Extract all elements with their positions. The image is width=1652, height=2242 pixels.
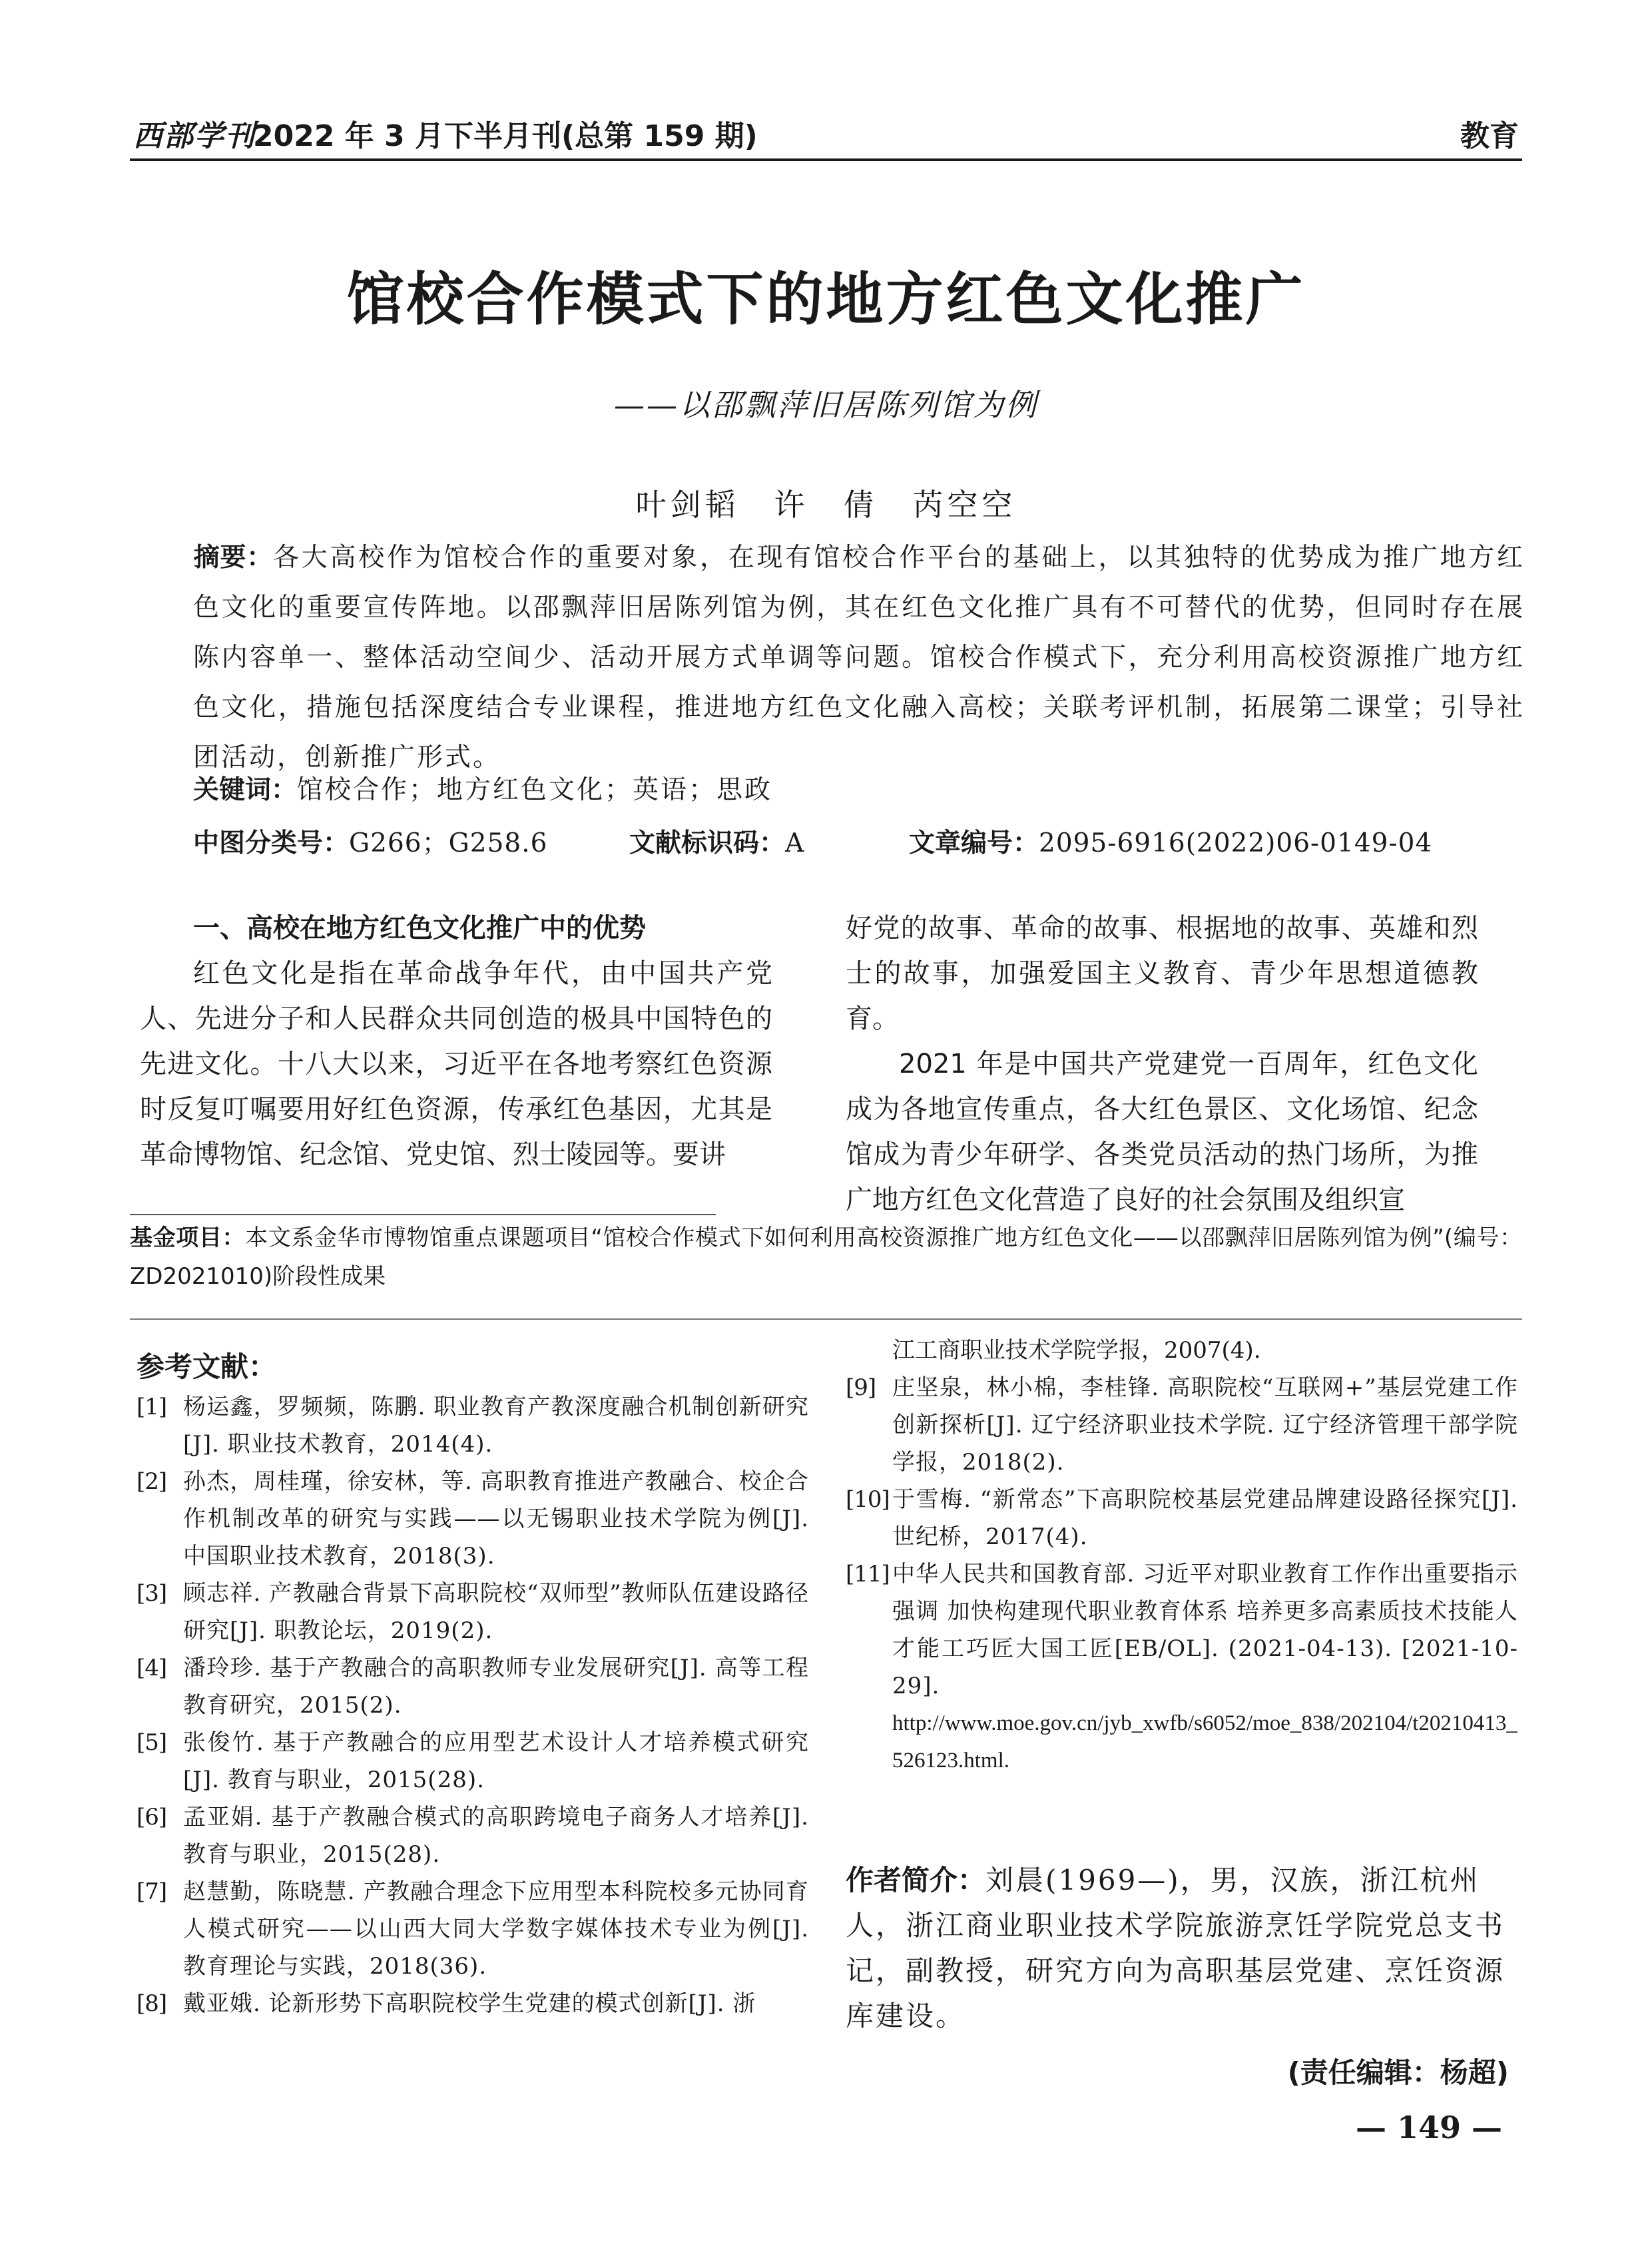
keywords-label: 关键词： [193,775,298,805]
author-names: 叶剑韬 许 倩 芮空空 [635,487,1017,523]
references-right-column [846,1332,1518,1779]
abstract-label: 摘要： [193,543,273,573]
clc-value: G266；G258.6 [349,828,548,858]
responsible-editor: (责任编辑：杨超) [1287,2056,1509,2089]
page-number: — 149 — [1355,2109,1502,2145]
body-left-column [140,906,772,1177]
article-subtitle: ——以邵飘萍旧居陈列馆为例 [614,387,1038,423]
divider-rule [130,1318,1522,1320]
body-paragraph: 2021 年是中国共产党建党一百周年，红色文化成为各地宣传重点，各大红色景区、文化场馆、纪念馆成为青少年研学、各类党员活动的热门场所，为推广地方红色文化营造了良好的社会氛围及组织宣 [846,1049,1478,1215]
author-bio-label: 作者简介： [846,1864,986,1896]
article-number-value: 2095-6916(2022)06-0149-04 [1039,828,1433,858]
issue-info: 2022 年 3 月下半月刊(总第 159 期) [253,119,758,153]
clc-label: 中图分类号： [193,828,350,858]
references-left-column [137,1388,809,2022]
body-right-column [846,906,1478,1223]
reference-item: [8] 戴亚娥. 论新形势下高职院校学生党建的模式创新[J]. 浙 [137,1990,756,2017]
doc-code [629,822,804,860]
reference-item: [10] 于雪梅. “新常态”下高职院校基层党建品牌建设路径探究[J]. 世纪桥，2017(4). [846,1486,1518,1550]
funding-label: 基金项目： [130,1225,246,1251]
author-bio-text: 刘晨(1969—)，男，汉族，浙江杭州人，浙江商业职业技术学院旅游烹饪学院党总支书记，副教授，研究方向为高职基层党建、烹饪资源库建设。 [846,1864,1506,2032]
abstract-text: 各大高校作为馆校合作的重要对象，在现有馆校合作平台的基础上，以其独特的优势成为推广地方红色文化的重要宣传阵地。以邵飘萍旧居陈列馆为例，其在红色文化推广具有不可替代的优势，但同时存在展陈内容单一、整体活动空间少、活动开展方式单调等问题。馆校合作模式下，充分利用高校资源推广地方红色文化，措施包括深度结合专业课程，推进地方红色文化融入高校；关联考评机制，拓展第二课堂；引导社团活动，创新推广形式。 [193,543,1525,772]
body-paragraph: 红色文化是指在革命战争年代，由中国共产党人、先进分子和人民群众共同创造的极具中国特色的先进文化。十八大以来，习近平在各地考察红色资源时反复叮嘱要用好红色资源，传承红色基因，尤其是革命博物馆、纪念馆、党史馆、烈士陵园等。要讲 [140,958,772,1170]
section-label: 教育 [1460,119,1519,153]
reference-item: [4] 潘玲珍. 基于产教融合的高职教师专业发展研究[J]. 高等工程教育研究，2015(2). [137,1655,809,1719]
header-rule [130,158,1522,161]
keywords-text: 馆校合作；地方红色文化；英语；思政 [297,775,773,805]
reference-item: [5] 张俊竹. 基于产教融合的应用型艺术设计人才培养模式研究[J]. 教育与职业，2015(28). [137,1729,809,1793]
journal-logo: 西部学刊 [133,119,256,153]
reference-item: [6] 孟亚娟. 基于产教融合模式的高职跨境电子商务人才培养[J]. 教育与职业，2015(28). [137,1804,809,1868]
funding-text: 本文系金华市博物馆重点课题项目“馆校合作模式下如何利用高校资源推广地方红色文化——以邵飘萍旧居陈列馆为例”(编号：ZD2021010)阶段性成果 [130,1225,1522,1290]
reference-item: [11] 中华人民共和国教育部. 习近平对职业教育工作作出重要指示强调 加快构建现代职业教育体系 培养更多高素质技术技能人才能工巧匠大国工匠[EB/OL]. (2021-04-13). [2021-10-29]. [846,1561,1518,1699]
abstract [193,533,1525,782]
reference-item: [2] 孙杰，周桂瑾，徐安林，等. 高职教育推进产教融合、校企合作机制改革的研究与实践——以无锡职业技术学院为例[J]. 中国职业技术教育，2018(3). [137,1468,809,1569]
section-heading: 一、高校在地方红色文化推广中的优势 [193,913,646,944]
clc-number [193,822,547,860]
doc-code-label: 文献标识码： [629,828,786,858]
author-bio [846,1858,1505,2039]
reference-url[interactable]: http://www.moe.gov.cn/jyb_xwfb/s6052/moe_838/202104/t20210413_526123.html. [892,1711,1517,1773]
keywords [193,769,772,806]
doc-code-value: A [785,828,805,858]
reference-item: [3] 顾志祥. 产教融合背景下高职院校“双师型”教师队伍建设路径研究[J]. 职教论坛，2019(2). [137,1580,809,1644]
article-title: 馆校合作模式下的地方红色文化推广 [346,266,1306,333]
funding-note [130,1219,1522,1296]
reference-item: [9] 庄坚泉，林小棉，李桂锋. 高职院校“互联网+”基层党建工作创新探析[J]. 辽宁经济职业技术学院. 辽宁经济管理干部学院学报，2018(2). [846,1374,1518,1476]
footnote-rule [130,1214,716,1215]
references-heading: 参考文献： [137,1350,277,1383]
article-number [909,822,1432,860]
reference-item: [7] 赵慧勤，陈晓慧. 产教融合理念下应用型本科院校多元协同育人模式研究——以山西大同大学数字媒体技术专业为例[J]. 教育理论与实践，2018(36). [137,1878,809,1980]
article-number-label: 文章编号： [909,828,1039,858]
reference-item: [1] 杨运鑫，罗频频，陈鹏. 职业教育产教深度融合机制创新研究[J]. 职业技术教育，2014(4). [137,1394,809,1458]
body-paragraph: 好党的故事、革命的故事、根据地的故事、英雄和烈士的故事，加强爱国主义教育、青少年思想道德教育。 [846,913,1478,1034]
reference-continuation: 江工商职业技术学院学报，2007(4). [892,1337,1261,1364]
